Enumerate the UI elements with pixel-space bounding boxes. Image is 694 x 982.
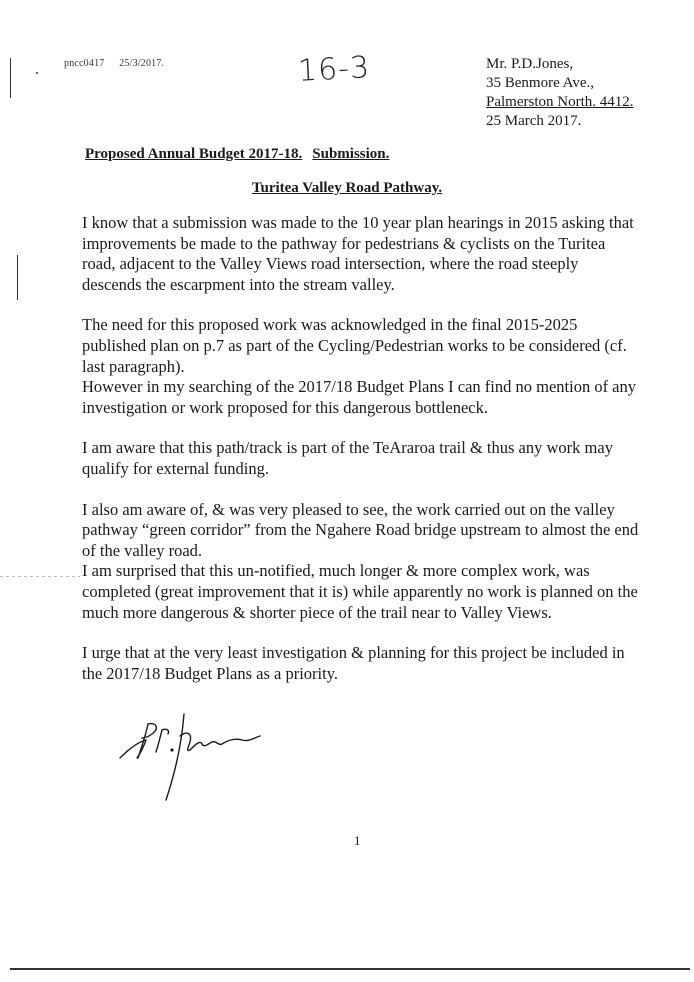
- sender-name: Mr. P.D.Jones,: [486, 56, 574, 72]
- scan-edge-line: [17, 255, 18, 300]
- paragraph: However in my searching of the 2017/18 Budget Plans I can find no mention of any investigation or work proposed for this dangerous bottleneck.: [82, 377, 637, 417]
- paragraph: I am surprised that this un-notified, much longer & more complex work, was completed (great improvement that it is) while apparently no work is planned on the much more dangerous & shorter piece of the trail near to Valley Views.: [82, 561, 638, 622]
- paragraph: I also am aware of, & was very pleased to see, the work carried out on the valley pathway “green corridor” from the Ngahere Road bridge upstream to almost the end of the valley road.: [82, 499, 639, 560]
- letter-body: [82, 213, 642, 704]
- subject-line: [85, 146, 389, 163]
- subject-type: Submission.: [312, 146, 390, 162]
- paragraph: I know that a submission was made to the 10 year plan hearings in 2015 asking that improvements be made to the pathway for pedestrians & cyclists on the Turitea road, adjacent to the Valley Views road intersection, where the road steeply descends the escarpment into the stream valley.: [82, 213, 634, 294]
- handwritten-number: 16-3: [297, 50, 371, 89]
- scan-bottom-line: [10, 968, 690, 970]
- reference-number: pncc0417: [64, 58, 105, 69]
- letter-date: 25 March 2017.: [486, 113, 582, 129]
- scan-speck: [36, 72, 38, 74]
- reference-stamp: [64, 58, 176, 69]
- paragraph: The need for this proposed work was acknowledged in the final 2015-2025 published plan on p.7 as part of the Cycling/Pedestrian works to be considered (cf. last paragraph).: [82, 315, 627, 376]
- sender-city: Palmerston North. 4412.: [486, 94, 634, 110]
- letter-title: Turitea Valley Road Pathway.: [251, 180, 443, 196]
- signature-scribble: [118, 710, 278, 805]
- page-mark: 1: [354, 833, 361, 848]
- scan-edge-line: [10, 58, 11, 98]
- received-date: 25/3/2017.: [119, 58, 165, 69]
- sender-address: [486, 55, 634, 131]
- paragraph: I am aware that this path/track is part of the TeAraroa trail & thus any work may qualify for external funding.: [82, 438, 613, 478]
- subject-main: Proposed Annual Budget 2017-18.: [85, 146, 303, 162]
- scan-faint-line: [0, 576, 80, 577]
- signature: [118, 710, 278, 810]
- paragraph: I urge that at the very least investigation & planning for this project be included in the 2017/18 Budget Plans as a priority.: [82, 643, 625, 683]
- sender-street: 35 Benmore Ave.,: [486, 75, 595, 91]
